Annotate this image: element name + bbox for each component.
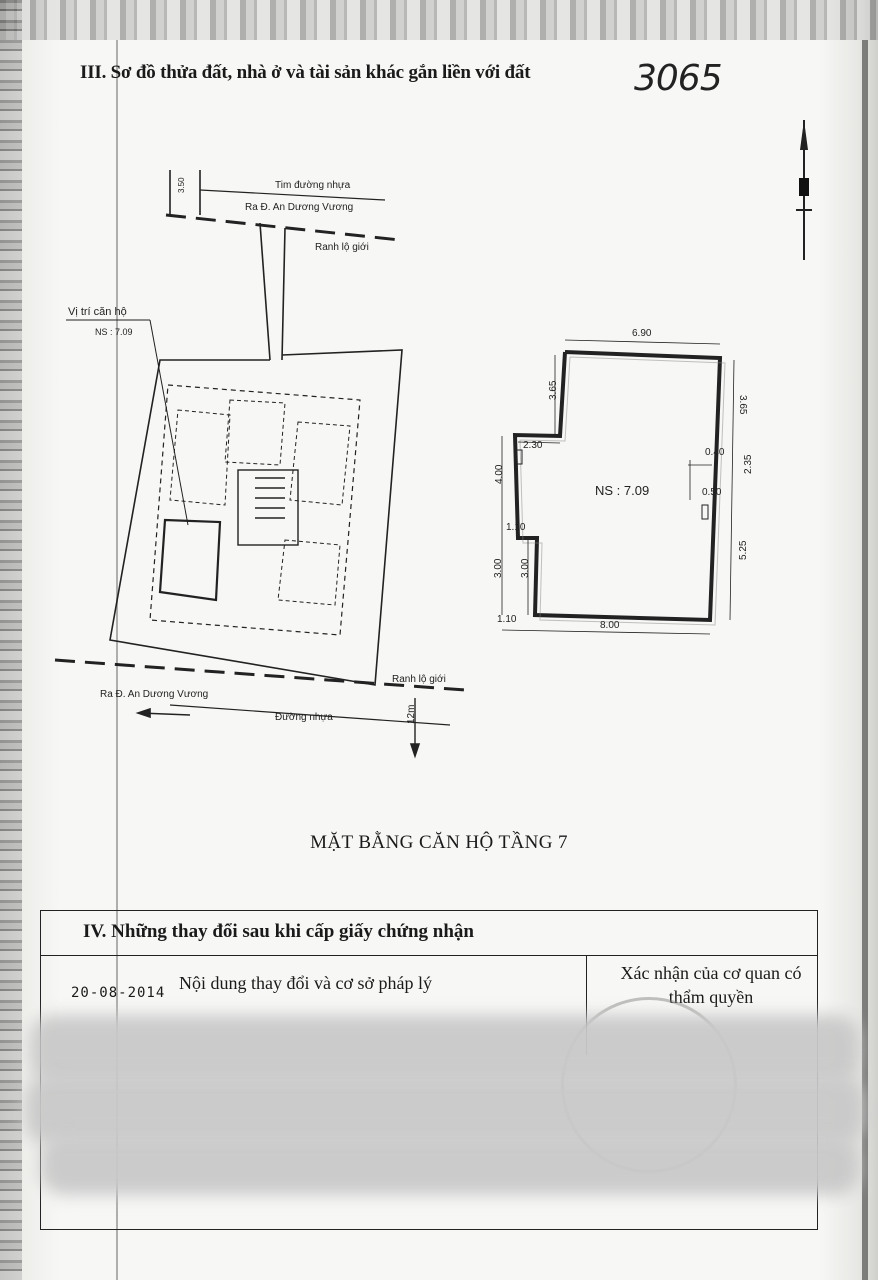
dim-top: 6.90 — [632, 328, 652, 339]
dim-right-small-1: 0.40 — [705, 447, 725, 458]
unit-location-label: Vị trí căn hộ — [68, 306, 127, 318]
dim-bottom-left: 1.10 — [497, 614, 517, 625]
site-and-apartment-plan — [40, 160, 840, 780]
setback-width-label: 3.50 — [177, 177, 186, 193]
scan-edge-top — [0, 0, 878, 40]
handwritten-number: 3065 — [634, 58, 722, 99]
boundary-top-label: Ranh lộ giới — [315, 242, 369, 253]
date-stamp: 20-08-2014 — [71, 985, 166, 1001]
change-content-header: Nội dung thay đổi và cơ sở pháp lý — [179, 973, 433, 993]
site-plan — [55, 170, 465, 756]
dim-left-lower: 3.00 — [493, 558, 504, 578]
section-3-title: III. Sơ đồ thửa đất, nhà ở và tài sản khác gắn liền với đất — [80, 62, 531, 83]
dim-inner-lower: 3.00 — [520, 558, 531, 578]
road-surface-label: Đường nhựa — [275, 712, 333, 723]
road-width-label: 12m — [406, 704, 417, 724]
dim-notch: 1.10 — [506, 522, 526, 533]
dim-step-top: 2.30 — [523, 440, 543, 451]
road-bottom-label: Ra Đ. An Dương Vương — [100, 689, 209, 700]
dim-bottom: 8.00 — [600, 620, 620, 631]
section-4-title: IV. Những thay đổi sau khi cấp giấy chứng nhận — [83, 921, 474, 942]
road-center-label: Tim đường nhựa — [275, 180, 351, 191]
road-top-label: Ra Đ. An Dương Vương — [245, 202, 354, 213]
authority-confirmation-header: Xác nhận của cơ quan có thẩm quyền — [620, 963, 802, 1007]
dim-right-lower: 5.25 — [738, 540, 749, 560]
dim-right-small-2: 0.50 — [702, 487, 722, 498]
redacted-area — [40, 1135, 860, 1195]
dim-right-upper: 3.65 — [737, 395, 748, 415]
plan-caption: MẶT BẰNG CĂN HỘ TẦNG 7 — [310, 832, 568, 853]
dim-left-mid: 4.00 — [494, 464, 505, 484]
apartment-unit-label: NS : 7.09 — [595, 483, 650, 498]
dim-left-upper: 3.65 — [548, 380, 559, 400]
scan-edge-left — [0, 0, 22, 1280]
dim-right-middle: 2.35 — [743, 454, 754, 474]
unit-location-code: NS : 7.09 — [95, 327, 133, 337]
changes-table-header — [41, 911, 817, 956]
boundary-bottom-label: Ranh lộ giới — [392, 674, 446, 685]
